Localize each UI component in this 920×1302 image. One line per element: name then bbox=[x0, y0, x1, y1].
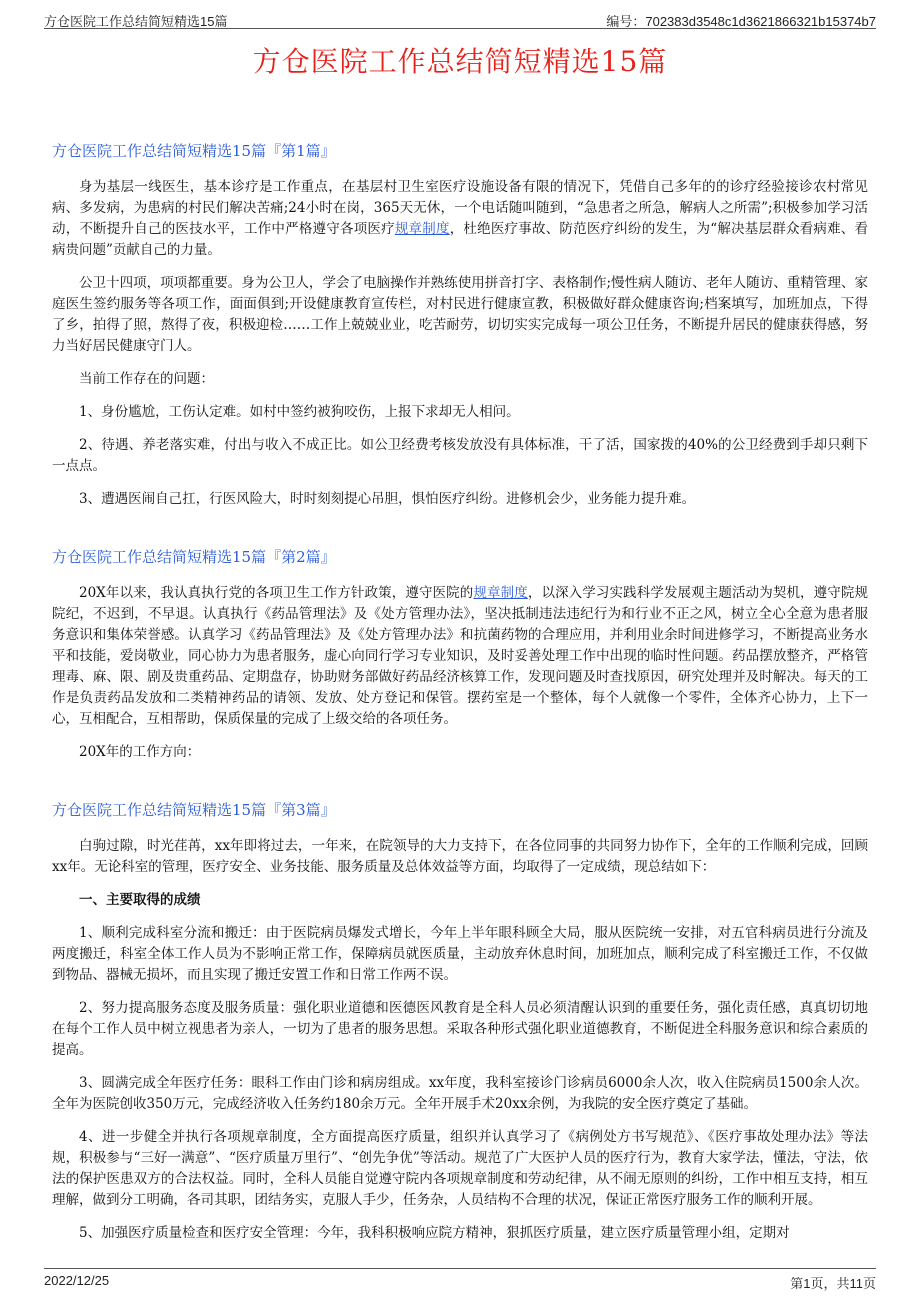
paragraph: 1、顺利完成科室分流和搬迁：由于医院病员爆发式增长，今年上半年眼科顾全大局，服从医院统一安排，对五官科病员进行分流及两度搬迁，科室全体工作人员为不影响正常工作，保障病员就医质量，主动放弃休息时间，加班加点，顺利完成了科室搬迁工作，不仅做到物品、器械无损坏，而且实现了搬迁安置工作和日常工作两不误。 bbox=[52, 925, 868, 983]
regulation-link[interactable]: 规章制度 bbox=[473, 585, 528, 601]
paragraph-text: 20X年以来，我认真执行党的各项卫生工作方针政策，遵守医院的 bbox=[79, 585, 474, 601]
section-1 bbox=[52, 140, 868, 510]
page-footer bbox=[44, 1268, 876, 1289]
paragraph: 3、圆满完成全年医疗任务：眼科工作由门诊和病房组成。xx年度，我科室接诊门诊病员6000余人次，收入住院病员1500余人次。全年为医院创收350万元，完成经济收入任务约180余万元。全年开展手术20xx余例，为我院的安全医疗奠定了基础。 bbox=[52, 1075, 868, 1112]
paragraph: 4、进一步健全并执行各项规章制度，全方面提高医疗质量，组织并认真学习了《病例处方书写规范》、《医疗事故处理办法》等法规，积极参与“三好一满意”、“医疗质量万里行”、“创先争优”等活动。规范了广大医护人员的医疗行为，教育大家学法，懂法，守法，依法的保护医患双方的合法权益。同时，全科人员能自觉遵守院内各项规章制度和劳动纪律，从不闹无原则的纠纷，工作中相互支持，相互理解，做到分工明确，各司其职，团结务实，克服人手少，任务杂，人员结构不合理的状况，保证正常医疗服务工作的顺利开展。 bbox=[52, 1129, 868, 1208]
paragraph: 当前工作存在的问题： bbox=[79, 371, 214, 387]
section-2 bbox=[52, 546, 868, 763]
paragraph: 公卫十四项，项项都重要。身为公卫人，学会了电脑操作并熟练使用拼音打字、表格制作;慢性病人随访、老年人随访、重精管理、家庭医生签约服务等各项工作，面面俱到;开设健康教育宣传栏，对村民进行健康宣教，积极做好群众健康咨询;档案填写，加班加点，下得了乡，拍得了照，熬得了夜，积极迎检……工作上兢兢业业，吃苦耐劳，切切实实完成每一项公卫任务，不断提升居民的健康获得感，努力当好居民健康守门人。 bbox=[52, 275, 868, 354]
regulation-link[interactable]: 规章制度 bbox=[394, 221, 450, 237]
paragraph-text: 身为基层一线医生，基本诊疗是工作重点，在基层村卫生室医疗设施设备有限的情况下，凭借自己多年的的诊疗经验接诊农村常见病、多发病，为患病的村民们解决苦痛;24小时在岗，365天无休，一个电话随叫随到，“急患者之所急，解病人之所需”;积极参加学习活动，不断提升自己的医技水平，工作中严格遵守各项医疗 bbox=[52, 179, 868, 237]
document-title: 方仓医院工作总结简短精选15篇 bbox=[252, 45, 668, 78]
paragraph-text: ，以深入学习实践科学发展观主题活动为契机，遵守院规院纪，不迟到，不早退。认真执行《药品管理法》及《处方管理办法》，坚决抵制违法违纪行为和行业不正之风，树立全心全意为患者服务意识和集体荣誉感。认真学习《药品管理法》及《处方管理办法》和抗菌药物的合理应用，并利用业余时间进修学习，不断提高业务水平和技能，爱岗敬业，同心协力为患者服务，虚心向同行学习专业知识，及时妥善处理工作中出现的临时性问题。药品摆放整齐，严格管理毒、麻、限、剧及贵重药品、定期盘存，协助财务部做好药品经济核算工作，发现问题及时查找原因，研究处理并及时解决。每天的工作是负责药品发放和二类精神药品的请领、发放、处方登记和保管。摆药室是一个整体，每个人就像一个零件，全体齐心协力，上下一心，互相配合，互相帮助，保质保量的完成了上级交给的各项任务。 bbox=[52, 585, 869, 727]
header-doc-title: 方仓医院工作总结简短精选15篇 bbox=[44, 14, 228, 29]
paragraph: 2、努力提高服务态度及服务质量：强化职业道德和医德医风教育是全科人员必须清醒认识到的重要任务，强化责任感，真真切切地在每个工作人员中树立视患者为亲人，一切为了患者的服务思想。采取各种形式强化职业道德教育，不断促进全科服务意识和综合素质的提高。 bbox=[52, 1000, 868, 1058]
paragraph: 2、待遇、养老落实难，付出与收入不成正比。如公卫经费考核发放没有具体标准，干了活，国家拨的40%的公卫经费到手却只剩下一点点。 bbox=[52, 437, 868, 474]
section-title[interactable]: 方仓医院工作总结简短精选15篇『第2篇』 bbox=[52, 548, 336, 566]
footer-page-number: 第1页，共11页 bbox=[790, 1276, 876, 1291]
paragraph: 5、加强医疗质量检查和医疗安全管理：今年，我科积极响应院方精神，狠抓医疗质量，建立医疗质量管理小组，定期对 bbox=[79, 1225, 790, 1241]
paragraph: 白驹过隙，时光荏苒，xx年即将过去，一年来，在院领导的大力支持下，在各位同事的共同努力协作下，全年的工作顺利完成，回顾xx年。无论科室的管理，医疗安全、业务技能、服务质量及总体效益等方面，均取得了一定成绩，现总结如下： bbox=[52, 838, 868, 875]
paragraph bbox=[52, 583, 868, 730]
section-title[interactable]: 方仓医院工作总结简短精选15篇『第1篇』 bbox=[52, 142, 336, 160]
section-title[interactable]: 方仓医院工作总结简短精选15篇『第3篇』 bbox=[52, 801, 336, 819]
paragraph: 3、遭遇医闹自己扛，行医风险大，时时刻刻提心吊胆，惧怕医疗纠纷。进修机会少，业务能力提升难。 bbox=[79, 491, 696, 507]
footer-date: 2022/12/25 bbox=[44, 1273, 110, 1288]
paragraph-text: ，杜绝医疗事故、防范医疗纠纷的发生，为“解决基层群众看病难、看病贵问题”贡献自己的力量。 bbox=[52, 221, 869, 258]
subheading: 一、主要取得的成绩 bbox=[79, 892, 201, 908]
paragraph: 1、身份尴尬，工伤认定难。如村中签约被狗咬伤，上报下求却无人相问。 bbox=[79, 404, 520, 420]
paragraph: 20X年的工作方向： bbox=[79, 744, 201, 760]
header-code-value: 702383d3548c1d3621866321b15374b7 bbox=[645, 14, 876, 29]
section-3 bbox=[52, 799, 868, 1244]
header-code-label: 编号： bbox=[606, 14, 646, 29]
paragraph bbox=[52, 177, 868, 261]
document-body bbox=[52, 140, 868, 1266]
